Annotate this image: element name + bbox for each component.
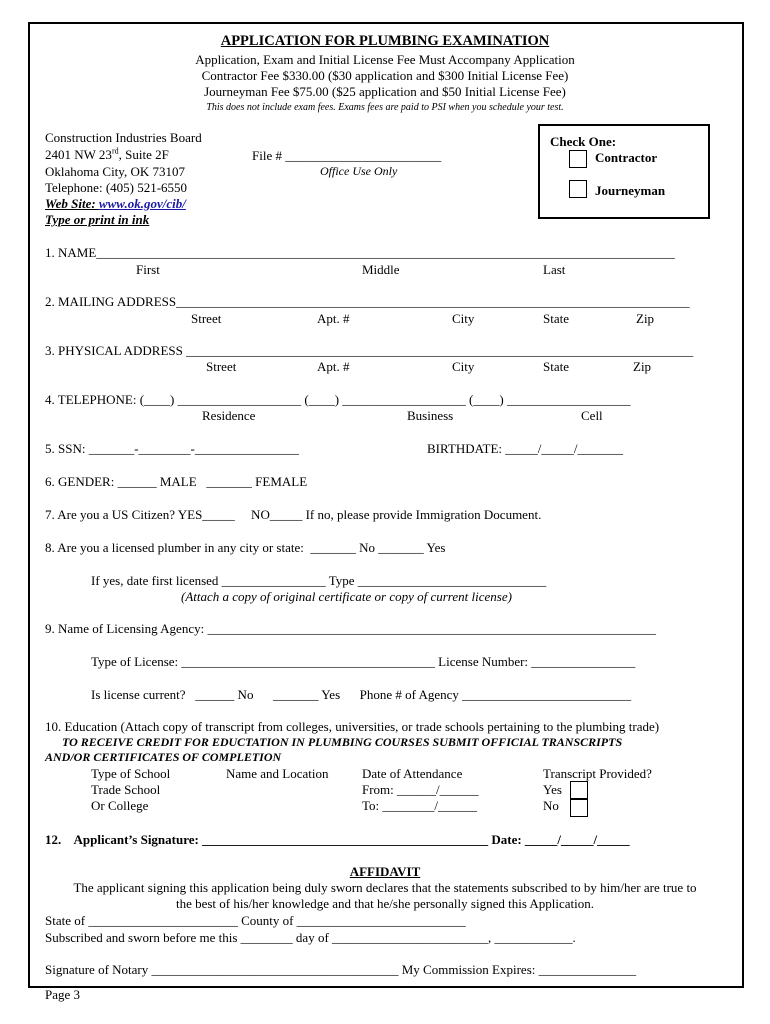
- physical-city-label: City: [452, 359, 475, 374]
- trade-school-label: Trade School: [91, 782, 161, 797]
- physical-address-field[interactable]: 3. PHYSICAL ADDRESS ______________________________________________________________________________: [45, 343, 694, 358]
- form-title: APPLICATION FOR PLUMBING EXAMINATION: [220, 33, 550, 49]
- name-first-label: First: [136, 262, 160, 277]
- office-use-note: Office Use Only: [320, 164, 398, 178]
- license-type-field[interactable]: Type of License: _______________________________________ License Number: ________________: [91, 654, 636, 669]
- ssn-field[interactable]: 5. SSN: _______-________-________________: [45, 441, 299, 456]
- licensed-plumber-field[interactable]: 8. Are you a licensed plumber in any city or state: _______ No _______ Yes: [45, 540, 446, 555]
- affidavit-text-line1: The applicant signing this application being duly sworn declares that the statements subscribed to by him/her are true to: [73, 880, 697, 895]
- mailing-state-label: State: [543, 311, 569, 326]
- affidavit-text-line2: the best of his/her knowledge and that he/she personally signed this Application.: [175, 896, 595, 911]
- birthdate-field[interactable]: BIRTHDATE: _____/_____/_______: [427, 441, 624, 456]
- license-current-field[interactable]: Is license current? ______ No _______ Yes Phone # of Agency __________________________: [91, 687, 632, 702]
- physical-state-label: State: [543, 359, 569, 374]
- name-field[interactable]: 1. NAME_________________________________________________________________________________________: [45, 245, 675, 260]
- agency-name: Construction Industries Board: [45, 130, 202, 145]
- school-type-header: Type of School: [91, 766, 171, 781]
- agency-address-line2: Oklahoma City, OK 73107: [45, 164, 185, 179]
- licensing-agency-field[interactable]: 9. Name of Licensing Agency: _____________________________________________________________________: [45, 621, 656, 636]
- physical-street-label: Street: [206, 359, 237, 374]
- mailing-city-label: City: [452, 311, 475, 326]
- physical-apt-label: Apt. #: [317, 359, 350, 374]
- gender-field[interactable]: 6. GENDER: ______ MALE _______ FEMALE: [45, 474, 308, 489]
- transcript-no-label: No: [543, 798, 559, 813]
- transcript-notice-line1: TO RECEIVE CREDIT FOR EDUCTATION IN PLUMBING COURSES SUBMIT OFFICIAL TRANSCRIPTS: [62, 735, 623, 749]
- sworn-date-field[interactable]: Subscribed and sworn before me this ________ day of ________________________, ____________.: [45, 930, 576, 945]
- check-one-title: Check One:: [550, 134, 617, 149]
- citizen-field[interactable]: 7. Are you a US Citizen? YES_____ NO_____ If no, please provide Immigration Document.: [45, 507, 542, 522]
- exam-fee-note: This does not include exam fees. Exams fees are paid to PSI when you schedule your test.: [206, 102, 564, 113]
- cell-label: Cell: [581, 408, 603, 423]
- telephone-field[interactable]: 4. TELEPHONE: (____) ___________________ (____) ___________________ (____) ___________________: [45, 392, 631, 407]
- physical-zip-label: Zip: [633, 359, 652, 374]
- college-label: Or College: [91, 798, 149, 813]
- journeyman-fee: Journeyman Fee $75.00 ($25 application and $50 Initial License Fee): [204, 84, 566, 99]
- journeyman-label: Journeyman: [595, 183, 666, 198]
- mailing-apt-label: Apt. #: [317, 311, 350, 326]
- mailing-street-label: Street: [191, 311, 222, 326]
- attendance-from-field[interactable]: From: ______/______: [362, 782, 479, 797]
- state-county-field[interactable]: State of _______________________ County of __________________________: [45, 913, 466, 928]
- name-location-header: Name and Location: [226, 766, 329, 781]
- education-heading: 10. Education (Attach copy of transcript from colleges, universities, or trade schools pertaining to the plumbing trade): [45, 719, 660, 734]
- business-label: Business: [407, 408, 454, 423]
- fee-requirement: Application, Exam and Initial License Fee Must Accompany Application: [195, 52, 575, 67]
- mailing-address-field[interactable]: 2. MAILING ADDRESS_______________________________________________________________________________: [45, 294, 690, 309]
- page-number: Page 3: [45, 987, 81, 1002]
- transcript-notice-line2: AND/OR CERTIFICATES OF COMPLETION: [45, 750, 282, 764]
- attach-certificate-note: (Attach a copy of original certificate or copy of current license): [181, 589, 512, 604]
- name-middle-label: Middle: [362, 262, 400, 277]
- transcript-provided-header: Transcript Provided?: [543, 766, 652, 781]
- ink-note: Type or print in ink: [45, 212, 150, 227]
- transcript-yes-label: Yes: [543, 782, 562, 797]
- journeyman-checkbox[interactable]: [569, 180, 587, 198]
- contractor-checkbox[interactable]: [569, 150, 587, 168]
- contractor-label: Contractor: [595, 150, 658, 165]
- applicant-signature-field[interactable]: 12. Applicant’s Signature: ____________________________________________ Date: _____/_____/_____: [45, 832, 630, 847]
- contractor-fee: Contractor Fee $330.00 ($30 application and $300 Initial License Fee): [201, 68, 569, 83]
- agency-telephone: Telephone: (405) 521-6550: [45, 180, 188, 195]
- transcript-yes-checkbox[interactable]: [570, 781, 588, 799]
- transcript-no-checkbox[interactable]: [570, 799, 588, 817]
- agency-address-line1: 2401 NW 23rd, Suite 2F: [45, 146, 169, 162]
- affidavit-title: AFFIDAVIT: [349, 864, 421, 879]
- notary-signature-field[interactable]: Signature of Notary ______________________________________ My Commission Expires: _______________: [45, 962, 637, 977]
- file-number-field[interactable]: File # ________________________: [252, 148, 442, 163]
- website-link[interactable]: www.ok.gov/cib/: [98, 196, 186, 211]
- residence-label: Residence: [202, 408, 256, 423]
- first-licensed-field[interactable]: If yes, date first licensed ________________ Type _____________________________: [91, 573, 547, 588]
- attendance-to-field[interactable]: To: ________/______: [362, 798, 478, 813]
- agency-website: Web Site: www.ok.gov/cib/: [45, 196, 186, 211]
- name-last-label: Last: [543, 262, 566, 277]
- attendance-date-header: Date of Attendance: [362, 766, 463, 781]
- mailing-zip-label: Zip: [636, 311, 655, 326]
